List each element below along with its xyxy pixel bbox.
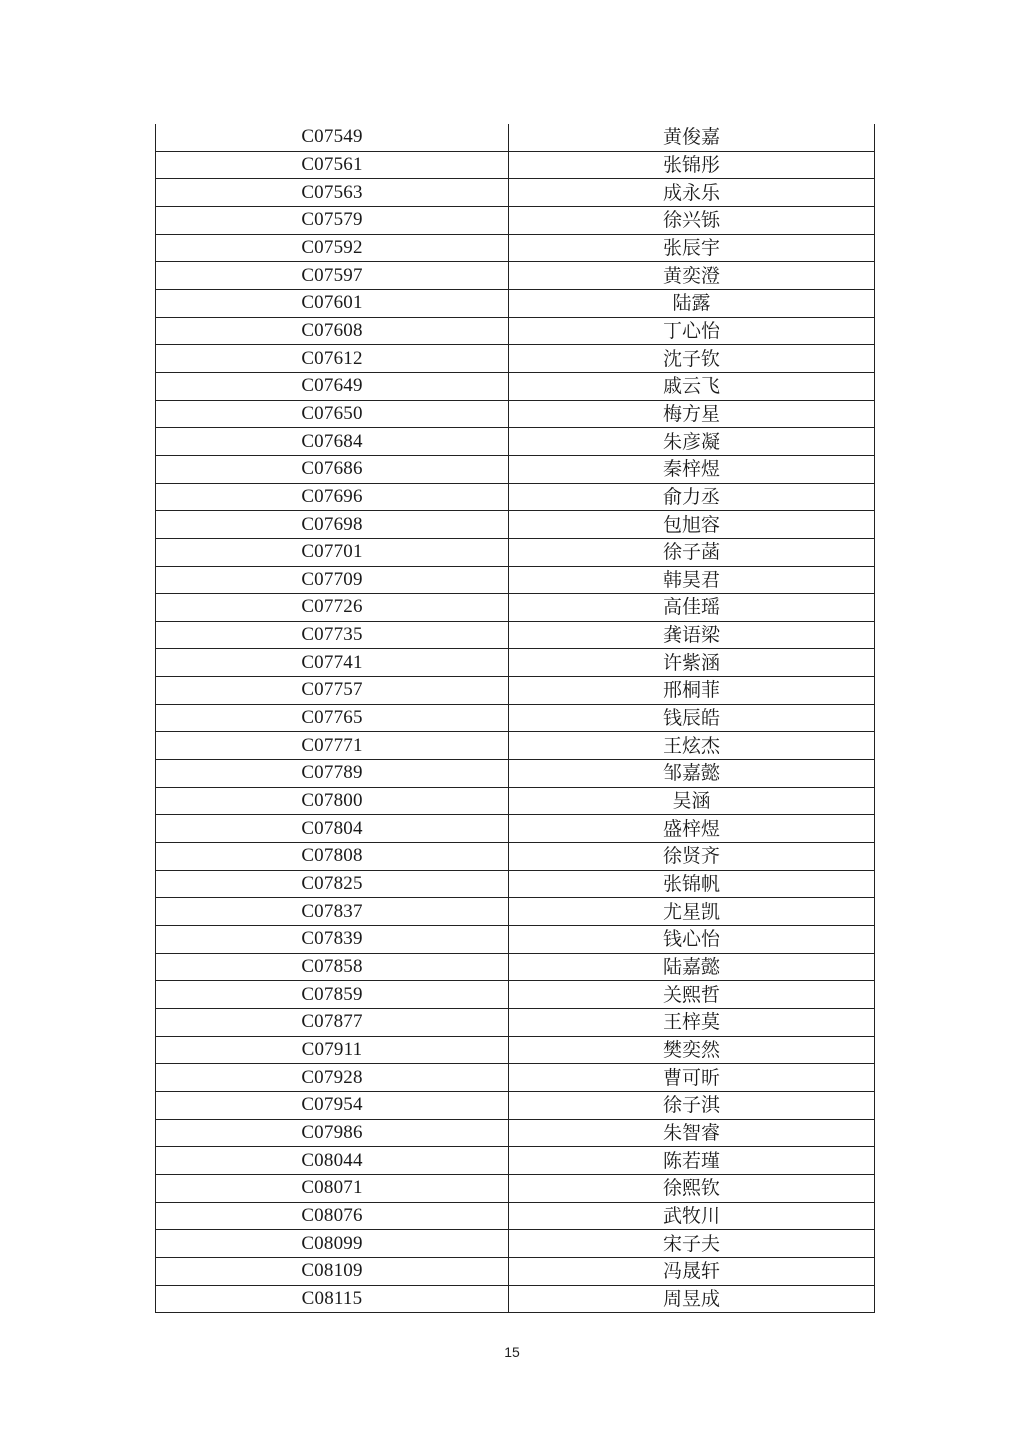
- candidate-code-cell: C07601: [156, 289, 509, 317]
- table-row: [156, 981, 875, 1009]
- candidate-code-cell: C07579: [156, 206, 509, 234]
- candidate-name-cell: 朱彦凝: [509, 428, 875, 456]
- table-row: [156, 704, 875, 732]
- candidate-code-cell: C07825: [156, 870, 509, 898]
- candidate-code-cell: C07859: [156, 981, 509, 1009]
- candidate-name-cell: 成永乐: [509, 179, 875, 207]
- table-row: [156, 843, 875, 871]
- candidate-name-cell: 龚语梁: [509, 621, 875, 649]
- candidate-code-cell: C07592: [156, 234, 509, 262]
- candidate-code-cell: C08099: [156, 1230, 509, 1258]
- candidate-name-cell: 沈子钦: [509, 345, 875, 373]
- candidate-code-cell: C07877: [156, 1009, 509, 1037]
- candidate-code-cell: C07858: [156, 953, 509, 981]
- candidate-name-cell: 徐熙钦: [509, 1174, 875, 1202]
- table-row: [156, 1091, 875, 1119]
- table-row: [156, 262, 875, 290]
- candidate-code-cell: C07709: [156, 566, 509, 594]
- table-row: [156, 1202, 875, 1230]
- candidate-name-cell: 陈若瑾: [509, 1147, 875, 1175]
- table-row: [156, 289, 875, 317]
- candidate-code-cell: C07549: [156, 124, 509, 151]
- candidate-code-cell: C08115: [156, 1285, 509, 1313]
- table-row: [156, 1257, 875, 1285]
- candidate-name-cell: 陆露: [509, 289, 875, 317]
- table-row: [156, 898, 875, 926]
- table-row: [156, 1147, 875, 1175]
- table-row: [156, 206, 875, 234]
- table-row: [156, 455, 875, 483]
- table-row: [156, 870, 875, 898]
- candidate-code-cell: C07837: [156, 898, 509, 926]
- candidate-name-cell: 徐子淇: [509, 1091, 875, 1119]
- candidate-name-cell: 黄奕澄: [509, 262, 875, 290]
- candidate-code-cell: C07741: [156, 649, 509, 677]
- candidate-name-cell: 关熙哲: [509, 981, 875, 1009]
- candidate-name-cell: 丁心怡: [509, 317, 875, 345]
- candidate-name-cell: 徐贤齐: [509, 843, 875, 871]
- candidate-name-cell: 梅方星: [509, 400, 875, 428]
- candidate-code-cell: C07597: [156, 262, 509, 290]
- table-row: [156, 1064, 875, 1092]
- table-row: [156, 566, 875, 594]
- table-row: [156, 787, 875, 815]
- candidate-code-cell: C07800: [156, 787, 509, 815]
- candidate-name-cell: 张锦彤: [509, 151, 875, 179]
- page-number: 15: [504, 1344, 520, 1360]
- candidate-code-cell: C07735: [156, 621, 509, 649]
- table-row: [156, 760, 875, 788]
- candidate-name-cell: 邹嘉懿: [509, 760, 875, 788]
- table-row: [156, 234, 875, 262]
- candidate-code-cell: C07608: [156, 317, 509, 345]
- candidate-name-cell: 武牧川: [509, 1202, 875, 1230]
- candidate-code-cell: C08071: [156, 1174, 509, 1202]
- table-row: [156, 317, 875, 345]
- candidate-code-cell: C07649: [156, 372, 509, 400]
- table-row: [156, 953, 875, 981]
- candidate-name-cell: 俞力丞: [509, 483, 875, 511]
- candidate-name-cell: 曹可昕: [509, 1064, 875, 1092]
- table-row: [156, 428, 875, 456]
- candidate-code-cell: C07563: [156, 179, 509, 207]
- table-row: [156, 1036, 875, 1064]
- table-row: [156, 511, 875, 539]
- candidate-code-cell: C07765: [156, 704, 509, 732]
- table-row: [156, 538, 875, 566]
- table-row: [156, 372, 875, 400]
- candidate-name-cell: 高佳瑶: [509, 594, 875, 622]
- candidate-name-cell: 戚云飞: [509, 372, 875, 400]
- table-row: [156, 1230, 875, 1258]
- candidate-code-cell: C07686: [156, 455, 509, 483]
- candidate-code-cell: C08109: [156, 1257, 509, 1285]
- candidate-code-cell: C08044: [156, 1147, 509, 1175]
- table-row: [156, 1174, 875, 1202]
- candidate-name-cell: 冯晟轩: [509, 1257, 875, 1285]
- table-row: [156, 649, 875, 677]
- candidate-name-cell: 陆嘉懿: [509, 953, 875, 981]
- candidate-code-cell: C07954: [156, 1091, 509, 1119]
- candidate-name-cell: 王梓莫: [509, 1009, 875, 1037]
- candidate-name-cell: 钱辰皓: [509, 704, 875, 732]
- candidate-name-cell: 吴涵: [509, 787, 875, 815]
- table-row: [156, 179, 875, 207]
- candidate-name-cell: 王炫杰: [509, 732, 875, 760]
- candidate-name-cell: 徐子菡: [509, 538, 875, 566]
- candidate-name-cell: 黄俊嘉: [509, 124, 875, 151]
- table-row: [156, 124, 875, 151]
- table-row: [156, 400, 875, 428]
- table-row: [156, 594, 875, 622]
- candidate-name-cell: 尤星凯: [509, 898, 875, 926]
- candidate-name-cell: 韩昊君: [509, 566, 875, 594]
- candidate-name-cell: 邢桐菲: [509, 677, 875, 705]
- candidate-name-cell: 徐兴铄: [509, 206, 875, 234]
- table-row: [156, 621, 875, 649]
- candidate-code-cell: C07650: [156, 400, 509, 428]
- candidate-code-cell: C08076: [156, 1202, 509, 1230]
- candidate-name-cell: 许紫涵: [509, 649, 875, 677]
- table-row: [156, 926, 875, 954]
- roster-table-body: [156, 124, 875, 1313]
- candidate-code-cell: C07701: [156, 538, 509, 566]
- table-row: [156, 732, 875, 760]
- table-row: [156, 345, 875, 373]
- candidate-name-cell: 秦梓煜: [509, 455, 875, 483]
- candidate-code-cell: C07986: [156, 1119, 509, 1147]
- candidate-name-cell: 包旭容: [509, 511, 875, 539]
- table-row: [156, 677, 875, 705]
- table-row: [156, 815, 875, 843]
- candidate-name-cell: 朱智睿: [509, 1119, 875, 1147]
- roster-table: [155, 124, 875, 1313]
- table-row: [156, 1009, 875, 1037]
- table-row: [156, 483, 875, 511]
- candidate-code-cell: C07808: [156, 843, 509, 871]
- candidate-name-cell: 宋子夫: [509, 1230, 875, 1258]
- candidate-name-cell: 钱心怡: [509, 926, 875, 954]
- candidate-code-cell: C07757: [156, 677, 509, 705]
- candidate-code-cell: C07789: [156, 760, 509, 788]
- candidate-code-cell: C07771: [156, 732, 509, 760]
- candidate-code-cell: C07804: [156, 815, 509, 843]
- candidate-name-cell: 盛梓煜: [509, 815, 875, 843]
- table-row: [156, 1285, 875, 1313]
- table-row: [156, 1119, 875, 1147]
- candidate-code-cell: C07928: [156, 1064, 509, 1092]
- candidate-code-cell: C07911: [156, 1036, 509, 1064]
- candidate-code-cell: C07696: [156, 483, 509, 511]
- roster-table-container: [155, 124, 874, 1313]
- candidate-code-cell: C07561: [156, 151, 509, 179]
- candidate-name-cell: 张锦帆: [509, 870, 875, 898]
- candidate-name-cell: 樊奕然: [509, 1036, 875, 1064]
- candidate-code-cell: C07612: [156, 345, 509, 373]
- candidate-code-cell: C07684: [156, 428, 509, 456]
- candidate-name-cell: 周昱成: [509, 1285, 875, 1313]
- candidate-code-cell: C07839: [156, 926, 509, 954]
- candidate-name-cell: 张辰宇: [509, 234, 875, 262]
- candidate-code-cell: C07726: [156, 594, 509, 622]
- table-row: [156, 151, 875, 179]
- candidate-code-cell: C07698: [156, 511, 509, 539]
